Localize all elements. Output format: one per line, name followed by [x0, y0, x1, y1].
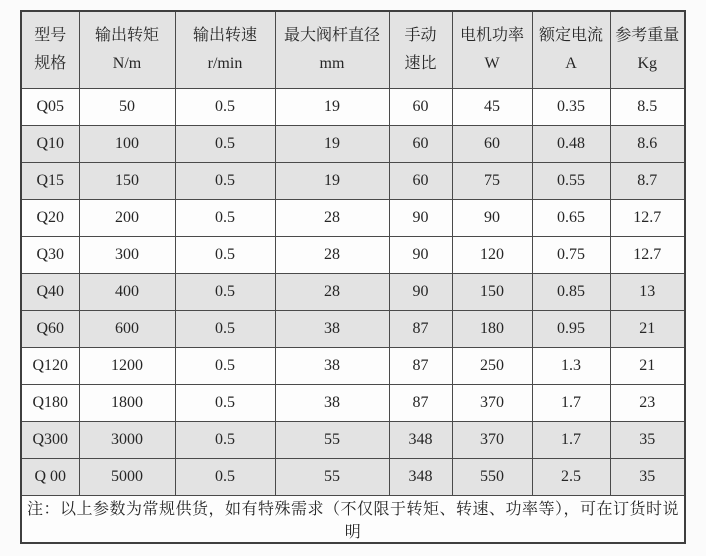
- value-cell-output-speed: 0.5: [175, 237, 275, 274]
- value-cell-output-speed: 0.5: [175, 89, 275, 126]
- column-header-max-stem-diameter: [275, 11, 389, 89]
- spec-table: [20, 10, 686, 544]
- table-row: [21, 163, 685, 200]
- column-header-output-torque: [79, 11, 175, 89]
- value-cell-ref-weight: 23: [610, 385, 685, 422]
- value-cell-ref-weight: 12.7: [610, 200, 685, 237]
- value-cell-rated-current: 0.55: [532, 163, 610, 200]
- value-cell-manual-ratio: 60: [389, 126, 452, 163]
- value-cell-output-torque: 300: [79, 237, 175, 274]
- value-cell-max-stem-diameter: 38: [275, 311, 389, 348]
- table-row: [21, 422, 685, 459]
- note-row: [21, 496, 685, 544]
- value-cell-output-torque: 1800: [79, 385, 175, 422]
- value-cell-ref-weight: 8.5: [610, 89, 685, 126]
- value-cell-manual-ratio: 348: [389, 459, 452, 496]
- model-cell: Q15: [21, 163, 79, 200]
- value-cell-rated-current: 0.85: [532, 274, 610, 311]
- value-cell-ref-weight: 21: [610, 348, 685, 385]
- column-header-rated-current: [532, 11, 610, 89]
- value-cell-motor-power: 370: [452, 385, 532, 422]
- value-cell-ref-weight: 35: [610, 459, 685, 496]
- value-cell-manual-ratio: 87: [389, 311, 452, 348]
- value-cell-max-stem-diameter: 38: [275, 385, 389, 422]
- value-cell-motor-power: 550: [452, 459, 532, 496]
- column-header-ref-weight: [610, 11, 685, 89]
- column-header-unit: W: [484, 55, 500, 72]
- value-cell-manual-ratio: 90: [389, 274, 452, 311]
- value-cell-manual-ratio: 90: [389, 200, 452, 237]
- value-cell-manual-ratio: 60: [389, 89, 452, 126]
- value-cell-max-stem-diameter: 19: [275, 126, 389, 163]
- value-cell-ref-weight: 21: [610, 311, 685, 348]
- value-cell-output-torque: 1200: [79, 348, 175, 385]
- value-cell-output-speed: 0.5: [175, 385, 275, 422]
- model-cell: Q40: [21, 274, 79, 311]
- table-note: 注：以上参数为常规供货，如有特殊需求（不仅限于转矩、转速、功率等），可在订货时说明: [21, 496, 685, 544]
- model-cell: Q120: [21, 348, 79, 385]
- value-cell-output-torque: 50: [79, 89, 175, 126]
- table-row: [21, 385, 685, 422]
- model-cell: Q05: [21, 89, 79, 126]
- table-row: [21, 311, 685, 348]
- column-header-unit: 速比: [404, 55, 437, 72]
- column-header-unit: r/min: [207, 55, 243, 72]
- value-cell-motor-power: 45: [452, 89, 532, 126]
- table-footer: [21, 496, 685, 544]
- column-header-manual-ratio: [389, 11, 452, 89]
- table-row: [21, 459, 685, 496]
- header-row: [21, 11, 685, 89]
- value-cell-output-torque: 150: [79, 163, 175, 200]
- value-cell-ref-weight: 8.7: [610, 163, 685, 200]
- value-cell-max-stem-diameter: 19: [275, 89, 389, 126]
- column-header-unit: Kg: [637, 55, 658, 72]
- value-cell-rated-current: 1.7: [532, 422, 610, 459]
- column-header-unit: N/m: [112, 55, 142, 72]
- value-cell-max-stem-diameter: 55: [275, 422, 389, 459]
- model-cell: Q60: [21, 311, 79, 348]
- value-cell-ref-weight: 12.7: [610, 237, 685, 274]
- value-cell-output-torque: 100: [79, 126, 175, 163]
- value-cell-output-speed: 0.5: [175, 126, 275, 163]
- value-cell-output-torque: 200: [79, 200, 175, 237]
- value-cell-motor-power: 150: [452, 274, 532, 311]
- value-cell-motor-power: 75: [452, 163, 532, 200]
- model-cell: Q20: [21, 200, 79, 237]
- table-body: [21, 89, 685, 496]
- column-header-label: 最大阀杆直径: [283, 27, 380, 44]
- column-header-label: 输出转速: [192, 27, 257, 44]
- value-cell-rated-current: 2.5: [532, 459, 610, 496]
- model-cell: Q180: [21, 385, 79, 422]
- value-cell-output-torque: 3000: [79, 422, 175, 459]
- table-row: [21, 200, 685, 237]
- value-cell-manual-ratio: 87: [389, 385, 452, 422]
- value-cell-ref-weight: 35: [610, 422, 685, 459]
- value-cell-max-stem-diameter: 55: [275, 459, 389, 496]
- column-header-unit: mm: [319, 55, 345, 72]
- value-cell-rated-current: 0.75: [532, 237, 610, 274]
- value-cell-max-stem-diameter: 28: [275, 274, 389, 311]
- table-row: [21, 348, 685, 385]
- table-row: [21, 274, 685, 311]
- value-cell-output-speed: 0.5: [175, 163, 275, 200]
- value-cell-max-stem-diameter: 28: [275, 200, 389, 237]
- value-cell-motor-power: 60: [452, 126, 532, 163]
- value-cell-motor-power: 120: [452, 237, 532, 274]
- value-cell-rated-current: 0.48: [532, 126, 610, 163]
- value-cell-ref-weight: 8.6: [610, 126, 685, 163]
- value-cell-manual-ratio: 90: [389, 237, 452, 274]
- value-cell-motor-power: 250: [452, 348, 532, 385]
- column-header-label: 输出转矩: [94, 27, 159, 44]
- column-header-motor-power: [452, 11, 532, 89]
- column-header-output-speed: [175, 11, 275, 89]
- model-cell: Q300: [21, 422, 79, 459]
- spec-table-container: [20, 10, 684, 544]
- model-cell: Q30: [21, 237, 79, 274]
- model-cell: Q 00: [21, 459, 79, 496]
- value-cell-rated-current: 0.35: [532, 89, 610, 126]
- value-cell-output-torque: 5000: [79, 459, 175, 496]
- table-row: [21, 126, 685, 163]
- column-header-model-spec: [21, 11, 79, 89]
- value-cell-manual-ratio: 87: [389, 348, 452, 385]
- value-cell-output-torque: 600: [79, 311, 175, 348]
- column-header-label: 参考重量: [615, 27, 680, 44]
- table-row: [21, 89, 685, 126]
- column-header-label: 电机功率: [459, 27, 524, 44]
- value-cell-motor-power: 180: [452, 311, 532, 348]
- value-cell-max-stem-diameter: 38: [275, 348, 389, 385]
- value-cell-output-speed: 0.5: [175, 422, 275, 459]
- value-cell-ref-weight: 13: [610, 274, 685, 311]
- column-header-label: 额定电流: [538, 27, 603, 44]
- column-header-label: 型号: [34, 27, 67, 44]
- value-cell-manual-ratio: 348: [389, 422, 452, 459]
- column-header-label: 手动: [404, 27, 437, 44]
- table-row: [21, 237, 685, 274]
- value-cell-output-speed: 0.5: [175, 459, 275, 496]
- value-cell-max-stem-diameter: 19: [275, 163, 389, 200]
- value-cell-rated-current: 1.7: [532, 385, 610, 422]
- value-cell-rated-current: 1.3: [532, 348, 610, 385]
- value-cell-motor-power: 90: [452, 200, 532, 237]
- value-cell-rated-current: 0.65: [532, 200, 610, 237]
- value-cell-manual-ratio: 60: [389, 163, 452, 200]
- value-cell-motor-power: 370: [452, 422, 532, 459]
- value-cell-output-speed: 0.5: [175, 200, 275, 237]
- column-header-unit: 规格: [34, 55, 67, 72]
- table-header: [21, 11, 685, 89]
- value-cell-output-speed: 0.5: [175, 348, 275, 385]
- value-cell-max-stem-diameter: 28: [275, 237, 389, 274]
- value-cell-rated-current: 0.95: [532, 311, 610, 348]
- column-header-unit: A: [565, 55, 577, 72]
- value-cell-output-speed: 0.5: [175, 311, 275, 348]
- value-cell-output-torque: 400: [79, 274, 175, 311]
- value-cell-output-speed: 0.5: [175, 274, 275, 311]
- model-cell: Q10: [21, 126, 79, 163]
